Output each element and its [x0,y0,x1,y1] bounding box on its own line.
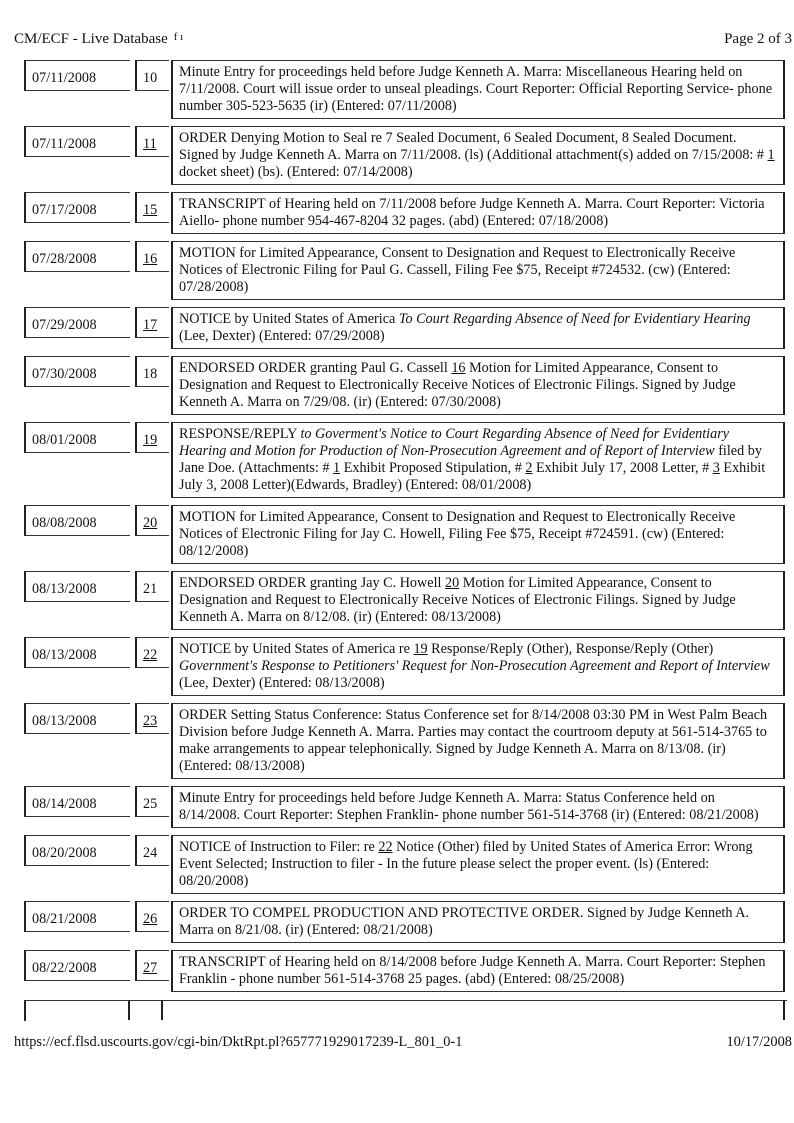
docket-number-link[interactable]: 11 [135,126,169,157]
footer-date: 10/17/2008 [726,1034,792,1050]
document-link[interactable]: 19 [413,641,428,657]
docket-text: ENDORSED ORDER granting Jay C. Howell 20 Motion for Limited Appearance, Consent to Designation and Request to Electronically Receive Notices of Electronic Filings. Signed by Judge Kenneth A. Marra on 8/12/08. (ir) (Entered: 08/13/2008) [171,571,785,630]
docket-number-link[interactable]: 15 [135,192,169,223]
docket-table [24,60,785,999]
docket-row [24,786,785,828]
docket-number-link[interactable]: 22 [135,637,169,668]
docket-date: 08/22/2008 [24,950,130,981]
docket-table-continuation [24,1000,785,1020]
docket-text: Minute Entry for proceedings held before Judge Kenneth A. Marra: Status Conference held on 8/14/2008. Court Reporter: Stephen Franklin- phone number 561-514-3768 (ir) (Entered: 08/21/2008) [171,786,785,828]
docket-row [24,241,785,300]
docket-date: 08/13/2008 [24,637,130,668]
docket-row [24,835,785,894]
docket-date: 08/13/2008 [24,703,130,734]
docket-text: TRANSCRIPT of Hearing held on 7/11/2008 before Judge Kenneth A. Marra. Court Reporter: Victoria Aiello- phone number 954-467-8204 32 pages. (abd) (Entered: 07/18/2008) [171,192,785,234]
docket-row [24,950,785,992]
docket-text: TRANSCRIPT of Hearing held on 8/14/2008 before Judge Kenneth A. Marra. Court Reporter: Stephen Franklin - phone number 561-514-3768 25 pages. (abd) (Entered: 08/25/2008) [171,950,785,992]
docket-row [24,571,785,630]
docket-date: 07/28/2008 [24,241,130,272]
docket-date: 07/11/2008 [24,126,130,157]
docket-date: 08/13/2008 [24,571,130,602]
docket-text: Minute Entry for proceedings held before Judge Kenneth A. Marra: Miscellaneous Hearing held on 7/11/2008. Court will issue order to unseal pleadings. Court Reporter: Official Reporting Service- phone number 305-523-5635 (ir) (Entered: 07/11/2008) [171,60,785,119]
docket-text: ENDORSED ORDER granting Paul G. Cassell 16 Motion for Limited Appearance, Consent to Designation and Request to Electronically Receive Notices of Electronic Filings. Signed by Judge Kenneth A. Marra on 7/29/08. (ir) (Entered: 07/30/2008) [171,356,785,415]
docket-number: 25 [135,786,169,817]
docket-date: 08/20/2008 [24,835,130,866]
docket-number-link[interactable]: 20 [135,505,169,536]
document-link[interactable]: 22 [378,839,393,855]
docket-text: ORDER TO COMPEL PRODUCTION AND PROTECTIVE ORDER. Signed by Judge Kenneth A. Marra on 8/21/08. (ir) (Entered: 08/21/2008) [171,901,785,943]
document-link[interactable]: 1 [767,147,775,163]
docket-number: 24 [135,835,169,866]
docket-text: NOTICE by United States of America re 19 Response/Reply (Other), Response/Reply (Other) Government's Response to Petitioners' Request for Non-Prosecution Agreement and Report of Interview (Lee, Dexter) (Entered: 08/13/2008) [171,637,785,696]
docket-number: 18 [135,356,169,387]
document-link[interactable]: 16 [451,360,466,376]
docket-text: MOTION for Limited Appearance, Consent to Designation and Request to Electronically Receive Notices of Electronic Filing for Jay C. Howell, Filing Fee $75, Receipt #724591. (cw) (Entered: 08/12/2008) [171,505,785,564]
docket-date: 08/14/2008 [24,786,130,817]
docket-date: 07/17/2008 [24,192,130,223]
docket-text: NOTICE of Instruction to Filer: re 22 Notice (Other) filed by United States of America Error: Wrong Event Selected; Instruction to filer - In the future please select the proper event. (ls) (Entered: 08/20/2008) [171,835,785,894]
docket-number-link[interactable]: 23 [135,703,169,734]
docket-row [24,703,785,779]
docket-date: 07/30/2008 [24,356,130,387]
document-link[interactable]: 20 [445,575,460,591]
docket-date: 08/08/2008 [24,505,130,536]
docket-row [24,192,785,234]
docket-text: RESPONSE/REPLY to Goverment's Notice to Court Regarding Absence of Need for Evidentiary Hearing and Motion for Production of Non-Prosecution Agreement and of Report of Interview filed by Jane Doe. (Attachments: # 1 Exhibit Proposed Stipulation, # 2 Exhibit July 17, 2008 Letter, # 3 Exhibit July 3, 2008 Letter)(Edwards, Bradley) (Entered: 08/01/2008) [171,422,785,498]
docket-text: ORDER Denying Motion to Seal re 7 Sealed Document, 6 Sealed Document, 8 Sealed Document. Signed by Judge Kenneth A. Marra on 7/11/2008. (ls) (Additional attachment(s) added on 7/15/2008: # 1 docket sheet) (bs). (Entered: 07/14/2008) [171,126,785,185]
docket-row [24,356,785,415]
docket-number-link[interactable]: 17 [135,307,169,338]
docket-number-link[interactable]: 16 [135,241,169,272]
docket-row [24,901,785,943]
docket-text: ORDER Setting Status Conference: Status Conference set for 8/14/2008 03:30 PM in West Palm Beach Division before Judge Kenneth A. Marra. Parties may contact the courtroom deputy at 561-514-3765 to make arrangements to appear telephonically. Signed by Judge Kenneth A. Marra on 8/13/08. (ir) (Entered: 08/13/2008) [171,703,785,779]
document-link[interactable]: 1 [333,460,341,476]
docket-row [24,422,785,498]
docket-row [24,126,785,185]
docket-date: 07/11/2008 [24,60,130,91]
docket-row [24,505,785,564]
docket-number-link[interactable]: 26 [135,901,169,932]
docket-text: MOTION for Limited Appearance, Consent to Designation and Request to Electronically Receive Notices of Electronic Filing for Paul G. Cassell, Filing Fee $75, Receipt #724532. (cw) (Entered: 07/28/2008) [171,241,785,300]
page-header-title [14,31,183,48]
docket-date: 07/29/2008 [24,307,130,338]
header-scan-marks: f ı [173,31,184,43]
docket-number-link[interactable]: 19 [135,422,169,453]
docket-date: 08/01/2008 [24,422,130,453]
docket-row [24,60,785,119]
docket-number: 21 [135,571,169,602]
docket-row [24,307,785,349]
docket-row [24,637,785,696]
docket-number-link[interactable]: 27 [135,950,169,981]
document-link[interactable]: 2 [525,460,533,476]
docket-number: 10 [135,60,169,91]
docket-date: 08/21/2008 [24,901,130,932]
header-title-text: CM/ECF - Live Database [14,31,168,47]
page-number: Page 2 of 3 [724,31,792,47]
document-link[interactable]: 3 [712,460,720,476]
docket-text: NOTICE by United States of America To Court Regarding Absence of Need for Evidentiary Hearing (Lee, Dexter) (Entered: 07/29/2008) [171,307,785,349]
footer-url: https://ecf.flsd.uscourts.gov/cgi-bin/DktRpt.pl?657771929017239-L_801_0-1 [14,1034,463,1050]
